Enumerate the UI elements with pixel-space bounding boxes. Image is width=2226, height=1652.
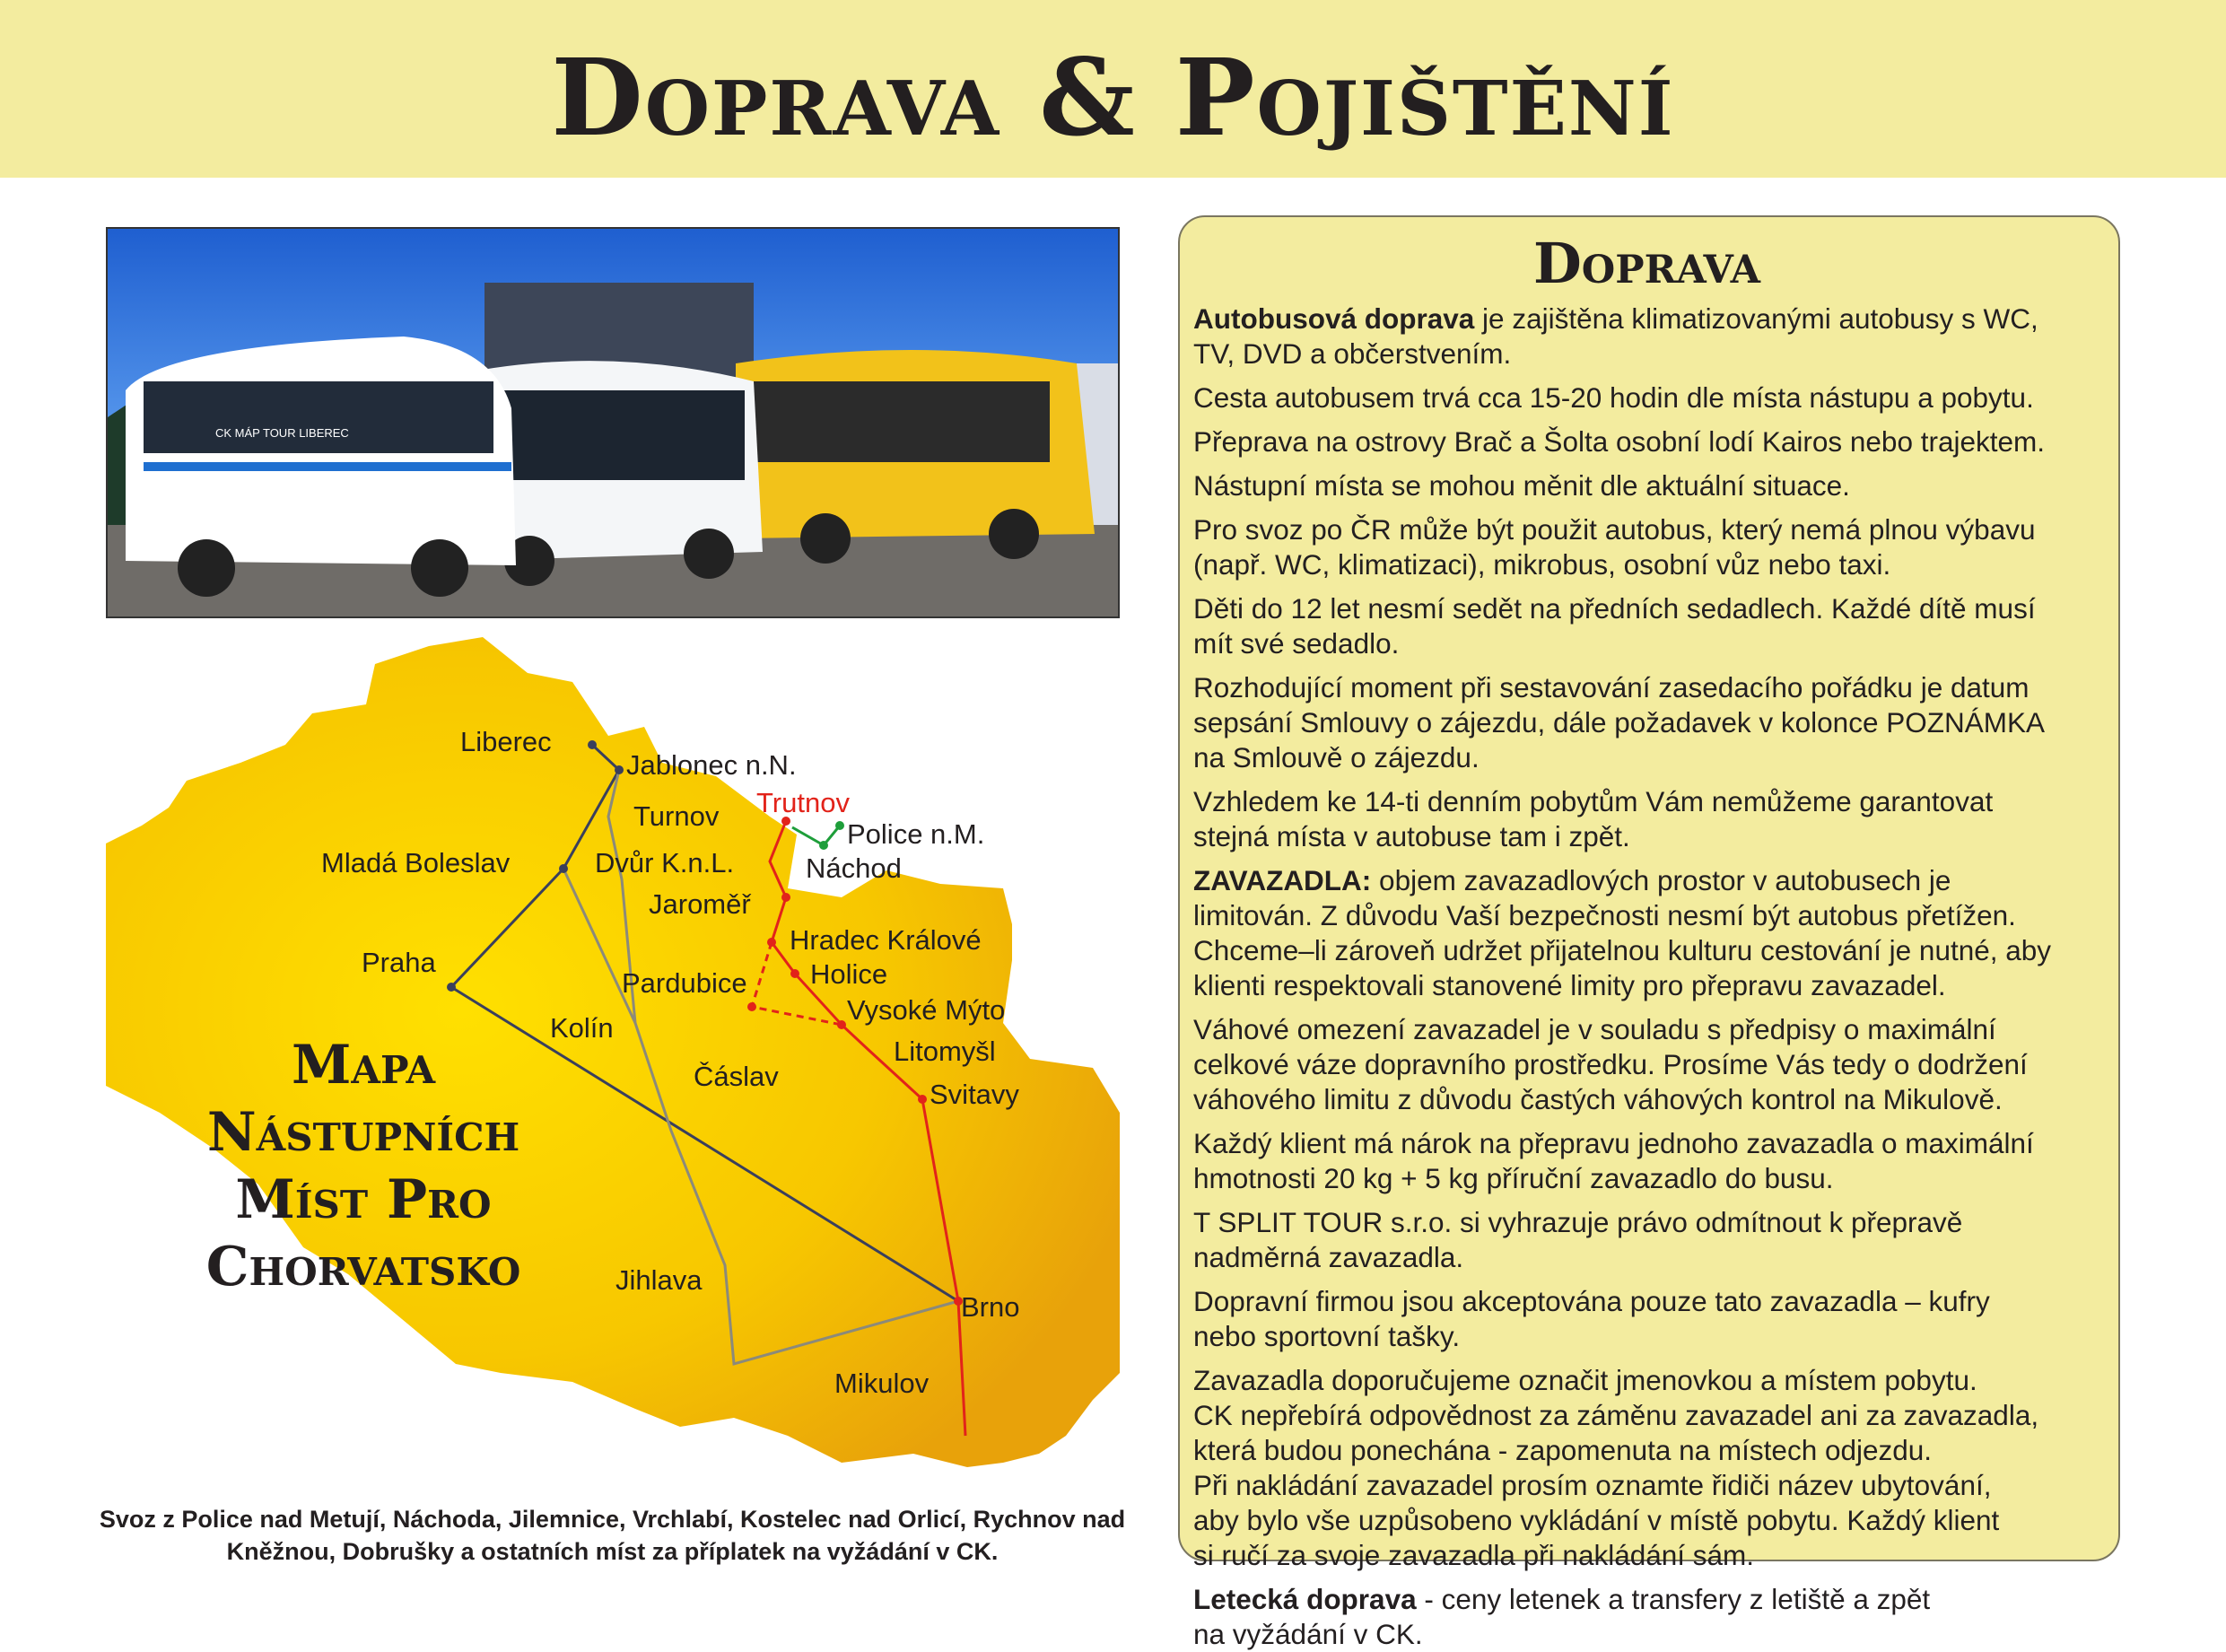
map-title-line: Mapa <box>291 1034 436 1097</box>
paragraph-boarding-changes: Nástupní místa se mohou měnit dle aktuální situace. <box>1193 469 1850 502</box>
city-dvur: Dvůr K.n.L. <box>595 847 735 878</box>
paragraph-seats-guarantee: Vzhledem ke 14-ti denním pobytům Vám nemůžeme garantovat stejná místa v autobuse tam i zpět. <box>1193 785 1994 852</box>
stop-point <box>790 969 799 978</box>
bold-term: Autobusová doprava <box>1193 302 1475 335</box>
stop-point <box>837 1020 846 1029</box>
stop-point <box>835 821 844 830</box>
panel-title: Doprava <box>1533 231 1760 296</box>
paragraph-bus-transport: Autobusová doprava je zajištěna klimatizovanými autobusy s WC, TV, DVD a občerstvením. <box>1193 302 2038 370</box>
map-title-line: Chorvatsko <box>205 1236 521 1298</box>
paragraph-air-transport: Letecká doprava - ceny letenek a transfery z letiště a zpět na vyžádání v CK. <box>1193 1583 1931 1650</box>
stop-point <box>588 740 597 749</box>
bus-sign: CK MÁP TOUR LIBEREC <box>215 426 349 440</box>
paragraph-oversize: T SPLIT TOUR s.r.o. si vyhrazuje právo odmítnout k přepravě nadměrná zavazadla. <box>1193 1206 1963 1273</box>
paragraph-luggage-allowance: Každý klient má nárok na přepravu jednoho zavazadla o maximální hmotnosti 20 kg + 5 kg příruční zavazadlo do busu. <box>1193 1127 2034 1194</box>
transport-info-panel <box>1178 215 2120 1650</box>
city-hradec: Hradec Králové <box>790 924 982 956</box>
city-nachod: Náchod <box>806 852 902 884</box>
city-turnov: Turnov <box>633 800 720 832</box>
city-caslav: Čáslav <box>694 1061 779 1092</box>
map-title-line: Míst Pro <box>235 1168 492 1231</box>
city-pardubice: Pardubice <box>622 967 747 999</box>
city-jaromer: Jaroměř <box>649 888 751 920</box>
stop-point <box>819 841 828 850</box>
city-kolin: Kolín <box>550 1012 614 1044</box>
paragraph-children: Děti do 12 let nesmí sedět na předních sedadlech. Každé dítě musí mít své sedadlo. <box>1193 592 2036 660</box>
bold-term: Letecká doprava <box>1193 1583 1417 1615</box>
paragraph-weight-limit: Váhové omezení zavazadel je v souladu s předpisy o maximální celkové váze dopravního prostředku. Prosíme Vás tedy o dodržení váhového limitu z důvodu častých váhových kontrol na Mikulově. <box>1193 1013 2028 1115</box>
city-trutnov: Trutnov <box>756 787 850 818</box>
paragraph-seating: Rozhodující moment při sestavování zasedacího pořádku je datum sepsání Smlouvy o zájezdu, dále požadavek v kolonce POZNÁMKA na Smlouvě o zájezdu. <box>1193 671 2045 774</box>
bold-term: ZAVAZADLA: <box>1193 864 1372 896</box>
bus-photo <box>106 227 1120 618</box>
city-brno: Brno <box>961 1291 1020 1323</box>
stop-point <box>615 765 624 774</box>
city-mlada-boleslav: Mladá Boleslav <box>321 847 511 878</box>
map-title-line: Nástupních <box>206 1101 520 1164</box>
city-mikulov: Mikulov <box>834 1368 930 1399</box>
stop-point <box>781 893 790 902</box>
city-praha: Praha <box>362 947 436 978</box>
stop-point <box>747 1002 756 1011</box>
paragraph-vehicles: Pro svoz po ČR může být použit autobus, který nemá plnou výbavu (např. WC, klimatizaci), mikrobus, osobní vůz nebo taxi. <box>1193 513 2036 581</box>
city-police: Police n.M. <box>847 818 985 850</box>
paragraph-islands: Přeprava na ostrovy Brač a Šolta osobní lodí Kairos nebo trajektem. <box>1193 425 2045 458</box>
paragraph-luggage-labels: Zavazadla doporučujeme označit jmenovkou a místem pobytu. CK nepřebírá odpovědnost za záměnu zavazadel ani za zavazadla, která budou ponechána - zapomenuta na místech odjezdu. Při nakládání zavazadel prosím oznamte řidiči název ubytování, aby bylo vše uzpůsobeno vykládání v místě pobytu. Každý klient si ručí za svoje zavazadla při nakládání sám. <box>1193 1364 2039 1571</box>
map-footnote: Svoz z Police nad Metují, Náchoda, Jilemnice, Vrchlabí, Kostelec nad Orlicí, Rychnov nad Kněžnou, Dobrušky a ostatních míst za příplatek na vyžádání v CK. <box>99 1506 1126 1565</box>
city-litomysl: Litomyšl <box>894 1036 996 1067</box>
stop-point <box>447 983 456 992</box>
city-liberec: Liberec <box>460 726 552 757</box>
paragraph-duration: Cesta autobusem trvá cca 15-20 hodin dle místa nástupu a pobytu. <box>1193 381 2034 414</box>
map-title <box>184 1032 543 1301</box>
city-holice: Holice <box>810 958 888 990</box>
page-title: Doprava & Pojištění <box>551 35 1675 160</box>
paragraph-luggage: ZAVAZADLA: objem zavazadlových prostor v autobusech je limitován. Z důvodu Vaší bezpečnosti nesmí být autobus přetížen. Chceme–li zároveň udržet přijatelnou kulturu cestování je nutné, aby klienti respektovali stanovené limity pro přepravu zavazadel. <box>1193 864 2052 1001</box>
stop-point <box>767 938 776 947</box>
city-jihlava: Jihlava <box>615 1264 703 1296</box>
city-jablonec: Jablonec n.N. <box>626 749 797 781</box>
stop-point <box>918 1095 927 1104</box>
title-banner <box>0 0 2226 178</box>
city-vysoke-myto: Vysoké Mýto <box>847 994 1006 1026</box>
city-svitavy: Svitavy <box>930 1079 1019 1110</box>
paragraph-accepted-luggage: Dopravní firmou jsou akceptována pouze tato zavazadla – kufry nebo sportovní tašky. <box>1193 1285 1990 1352</box>
stop-point <box>559 864 568 873</box>
